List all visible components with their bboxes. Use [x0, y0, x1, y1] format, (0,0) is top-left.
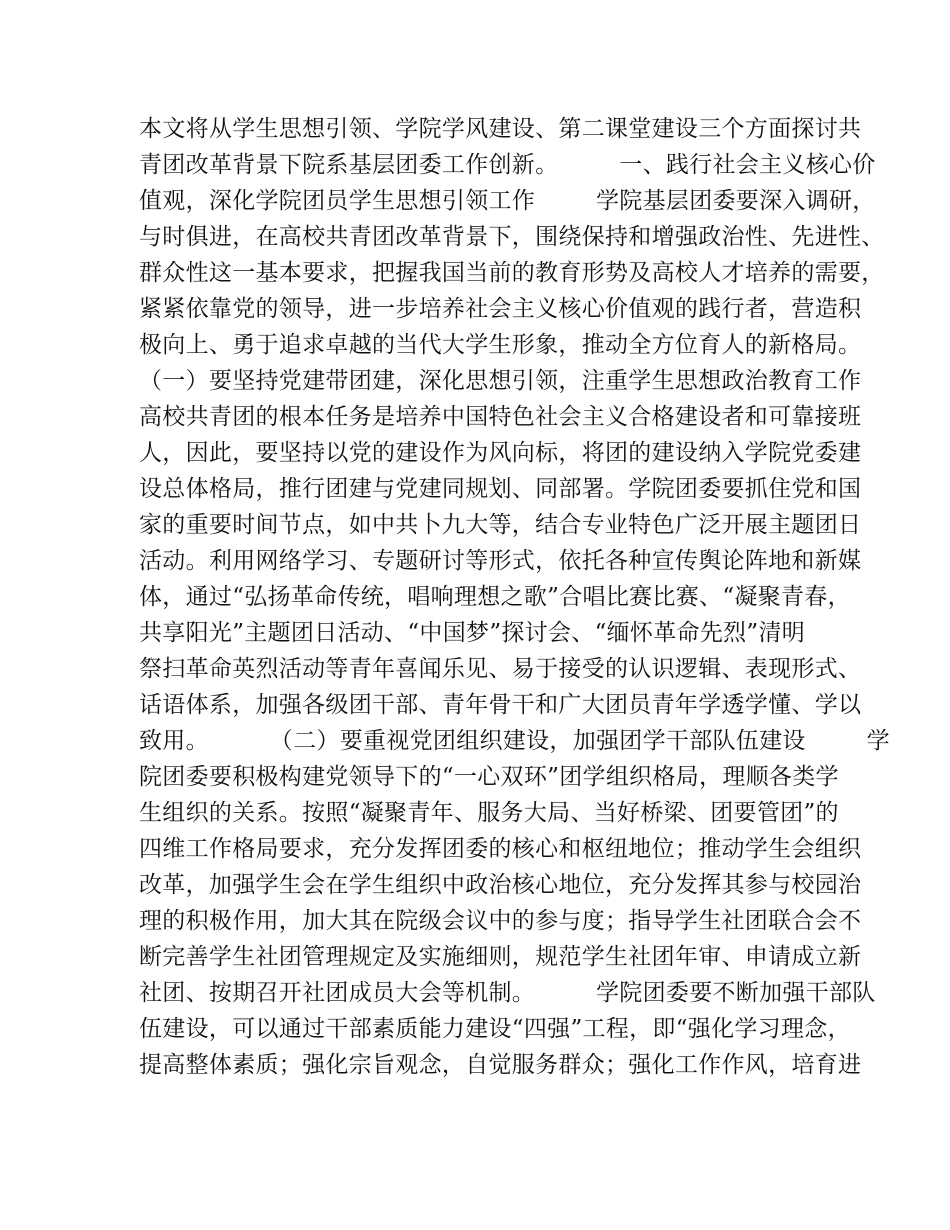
- text-line: 生组织的关系。按照“凝聚青年、服务大局、当好桥梁、团要管团”的: [139, 800, 839, 826]
- text-line: 极向上、勇于追求卓越的当代大学生形象，推动全方位育人的新格局。: [139, 332, 862, 358]
- text-line: 改革，加强学生会在学生组织中政治核心地位，充分发挥其参与校园治: [139, 872, 862, 898]
- text-line: 社团、按期召开社团成员大会等机制。 学院团委要不断加强干部队: [139, 980, 876, 1006]
- text-line: 四维工作格局要求，充分发挥团委的核心和枢纽地位；推动学生会组织: [139, 836, 862, 862]
- text-line: 理的积极作用，加大其在院级会议中的参与度；指导学生社团联合会不: [139, 908, 862, 934]
- text-line: 院团委要积极构建党领导下的“一心双环”团学组织格局，理顺各类学: [139, 764, 839, 790]
- text-line: 值观，深化学院团员学生思想引领工作 学院基层团委要深入调研，: [139, 188, 876, 214]
- text-line: 家的重要时间节点，如中共卜九大等，结合专业特色广泛开展主题团日: [139, 512, 862, 538]
- text-line: （一）要坚持党建带团建，深化思想引领，注重学生思想政治教育工作: [139, 368, 862, 394]
- text-line: 体，通过“弘扬革命传统，唱响理想之歌”合唱比赛比赛、“凝聚青春，: [139, 584, 851, 610]
- text-line: 祭扫革命英烈活动等青年喜闻乐见、易于接受的认识逻辑、表现形式、: [139, 656, 862, 682]
- text-line: 断完善学生社团管理规定及实施细则，规范学生社团年审、申请成立新: [139, 944, 862, 970]
- text-line: 致用。 （二）要重视党团组织建设，加强团学干部队伍建设 学: [139, 728, 890, 754]
- text-line: 活动。利用网络学习、专题研讨等形式，依托各种宣传舆论阵地和新媒: [139, 548, 862, 574]
- text-line: 本文将从学生思想引领、学院学风建设、第二课堂建设三个方面探讨共: [139, 116, 862, 142]
- text-line: 设总体格局，推行团建与党建同规划、同部署。学院团委要抓住党和国: [139, 476, 862, 502]
- text-line: 伍建设，可以通过干部素质能力建设“四强”工程，即“强化学习理念，: [139, 1016, 851, 1042]
- text-line: 共享阳光”主题团日活动、“中国梦”探讨会、“缅怀革命先烈”清明: [139, 620, 806, 646]
- text-line: 青团改革背景下院系基层团委工作创新。 一、践行社会主义核心价: [139, 152, 876, 178]
- text-line: 群众性这一基本要求，把握我国当前的教育形势及高校人才培养的需要，: [139, 260, 885, 286]
- text-line: 提高整体素质；强化宗旨观念，自觉服务群众；强化工作作风，培育进: [139, 1052, 862, 1078]
- text-line: 人，因此，要坚持以党的建设作为风向标，将团的建设纳入学院党委建: [139, 440, 862, 466]
- text-line: 紧紧依靠党的领导，进一步培养社会主义核心价值观的践行者，营造积: [139, 296, 862, 322]
- text-line: 高校共青团的根本任务是培养中国特色社会主义合格建设者和可靠接班: [139, 404, 862, 430]
- text-line: 话语体系，加强各级团干部、青年骨干和广大团员青年学透学懂、学以: [139, 692, 862, 718]
- body-text: [139, 111, 890, 1083]
- text-line: 与时俱进，在高校共青团改革背景下，围绕保持和增强政治性、先进性、: [139, 224, 885, 250]
